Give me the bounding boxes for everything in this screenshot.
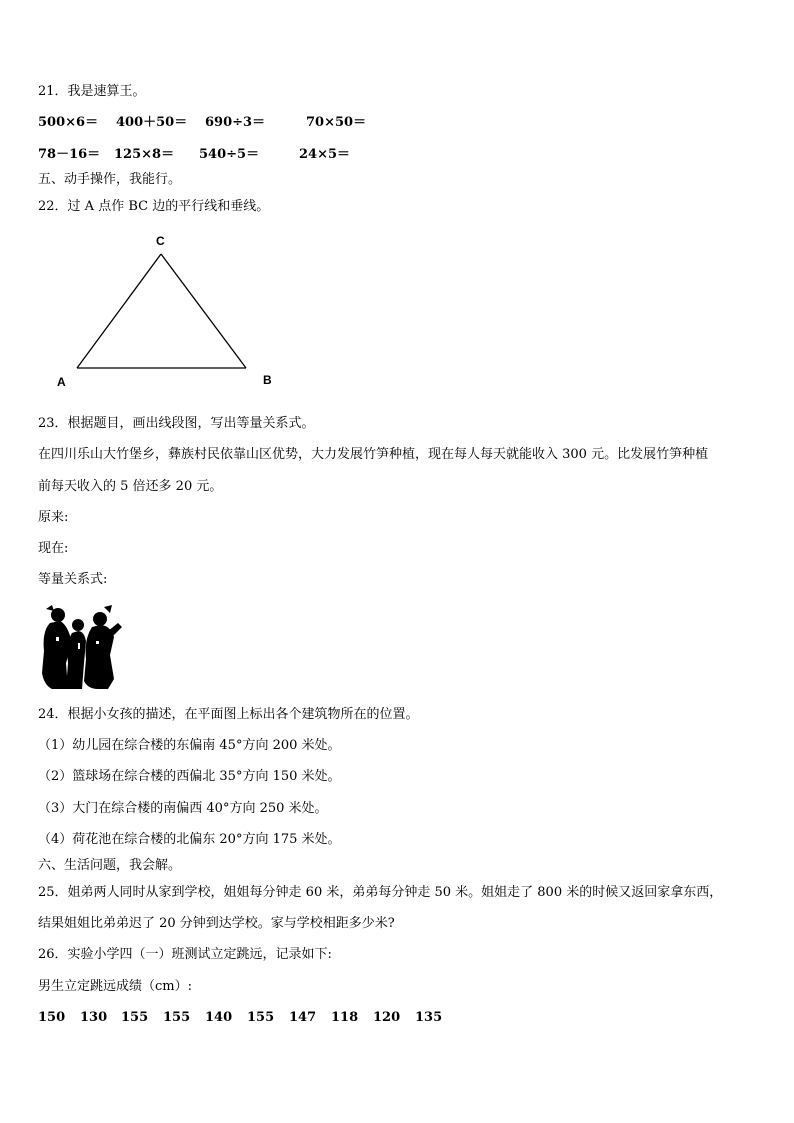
section-5-heading: 五、动手操作，我能行。 <box>38 172 182 187</box>
score-value: 130 <box>80 1010 108 1025</box>
score-value: 155 <box>121 1010 149 1025</box>
q21-expr-5: 78－16＝ <box>38 147 101 162</box>
q23-before-label: 原来: <box>38 510 69 525</box>
q26-subtitle: 男生立定跳远成绩（cm）: <box>38 979 192 994</box>
vertex-b-label: B <box>263 373 272 387</box>
q23-now-label: 现在: <box>38 541 69 556</box>
section-6-heading: 六、生活问题，我会解。 <box>38 858 182 873</box>
score-value: 118 <box>331 1010 359 1025</box>
q23-title: 23．根据题目，画出线段图，写出等量关系式。 <box>38 416 315 431</box>
q21-expr-8: 24×5＝ <box>299 147 351 162</box>
q23-relation-label: 等量关系式: <box>38 572 108 587</box>
q25-line-1: 25．姐弟两人同时从家到学校，姐姐每分钟走 60 米，弟弟每分钟走 50 米。姐姐走了 800 米的时候又返回家拿东西， <box>38 885 723 900</box>
q21-expr-4: 70×50＝ <box>306 115 367 130</box>
score-value: 155 <box>247 1010 275 1025</box>
q21-expr-2: 400＋50＝ <box>116 115 188 130</box>
q21-expr-1: 500×6＝ <box>38 115 99 130</box>
q22-title: 22．过 A 点作 BC 边的平行线和垂线。 <box>38 199 270 214</box>
score-value: 150 <box>38 1010 66 1025</box>
vertex-c-label: C <box>156 234 165 248</box>
score-value: 155 <box>163 1010 191 1025</box>
side-bc <box>161 254 246 368</box>
q21-expr-6: 125×8＝ <box>114 147 175 162</box>
q24-item-4: （4）荷花池在综合楼的北偏东 20°方向 175 米处。 <box>38 832 341 847</box>
q24-title: 24．根据小女孩的描述，在平面图上标出各个建筑物所在的位置。 <box>38 707 419 722</box>
score-value: 135 <box>415 1010 443 1025</box>
q23-line-1: 在四川乐山大竹堡乡，彝族村民依靠山区优势，大力发展竹笋种植，现在每人每天就能收入 300 元。比发展竹笋种植 <box>38 447 709 462</box>
score-value: 140 <box>205 1010 233 1025</box>
q24-item-2: （2）篮球场在综合楼的西偏北 35°方向 150 米处。 <box>38 769 341 784</box>
q24-item-3: （3）大门在综合楼的南偏西 40°方向 250 米处。 <box>38 801 328 816</box>
q23-line-2: 前每天收入的 5 倍还多 20 元。 <box>38 479 223 494</box>
vertex-a-label: A <box>57 375 66 389</box>
score-value: 147 <box>289 1010 317 1025</box>
q26-title: 26．实验小学四（一）班测试立定跳远，记录如下: <box>38 947 332 962</box>
q21-expr-7: 540÷5＝ <box>199 147 260 162</box>
q24-item-1: （1）幼儿园在综合楼的东偏南 45°方向 200 米处。 <box>38 738 341 753</box>
q21-expr-3: 690÷3＝ <box>205 115 266 130</box>
q25-line-2: 结果姐姐比弟弟迟了 20 分钟到达学校。家与学校相距多少米? <box>38 916 395 931</box>
q21-title: 21．我是速算王。 <box>38 84 146 99</box>
score-value: 120 <box>373 1010 401 1025</box>
side-ac <box>77 254 161 368</box>
children-silhouette-image <box>38 603 128 693</box>
